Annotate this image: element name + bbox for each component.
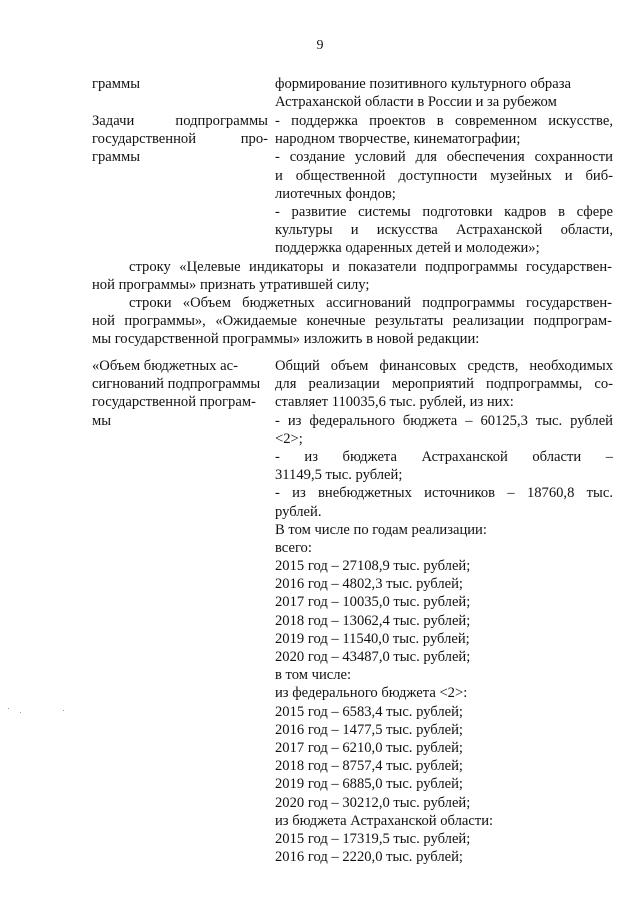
content-line: Астраханской области в России и за рубежом xyxy=(275,94,557,111)
paragraph-line: ной программы» признать утратившей силу; xyxy=(92,277,370,294)
content-line: - из федерального бюджета – 60125,3 тыс. рублей xyxy=(275,412,613,429)
content-line: всего: xyxy=(275,539,312,556)
content-line: 2020 год – 30212,0 тыс. рублей; xyxy=(275,794,471,811)
goal-row-content xyxy=(275,75,613,111)
label-line: государственной програм- xyxy=(92,394,256,411)
content-line: культуры и искусства Астраханской области, xyxy=(275,222,613,239)
content-line: 2015 год – 27108,9 тыс. рублей; xyxy=(275,558,471,575)
content-line: лиотечных фондов; xyxy=(275,185,396,202)
content-line: В том числе по годам реализации: xyxy=(275,521,487,538)
label-line: граммы xyxy=(92,149,141,166)
content-line: - из внебюджетных источников – 18760,8 тыс. xyxy=(275,485,613,502)
paragraph-indicators xyxy=(92,258,612,294)
paragraph-line: строку «Целевые индикаторы и показатели подпрограммы государствен- xyxy=(129,259,612,275)
content-line: для реализации мероприятий подпрограммы, со- xyxy=(275,376,613,393)
page-number: 9 xyxy=(316,38,324,53)
content-line: 2016 год – 4802,3 тыс. рублей; xyxy=(275,576,463,593)
scan-speck xyxy=(63,710,64,711)
content-line: - создание условий для обеспечения сохранности xyxy=(275,149,613,166)
content-line: народном творчестве, кинематографии; xyxy=(275,131,521,148)
paragraph-budget-change xyxy=(92,294,612,349)
content-line: 2016 год – 2220,0 тыс. рублей; xyxy=(275,849,463,866)
content-line: 2015 год – 6583,4 тыс. рублей; xyxy=(275,703,463,720)
content-line: Общий объем финансовых средств, необходимых xyxy=(275,358,613,374)
label-line: сигнований подпрограммы xyxy=(92,376,261,393)
content-line: - развитие системы подготовки кадров в сфере xyxy=(275,203,613,220)
label-line: мы xyxy=(92,412,112,429)
content-line: 2016 год – 1477,5 тыс. рублей; xyxy=(275,721,463,738)
tasks-row-content xyxy=(275,112,613,258)
content-line: 2018 год – 13062,4 тыс. рублей; xyxy=(275,612,471,629)
content-line: рублей. xyxy=(275,503,322,520)
content-line: 2015 год – 17319,5 тыс. рублей; xyxy=(275,830,471,847)
label-line: Задачи подпрограммы xyxy=(92,113,268,129)
label-line: граммы xyxy=(92,76,141,92)
content-line: из федерального бюджета <2>: xyxy=(275,685,468,702)
content-line: поддержка одаренных детей и молодежи»; xyxy=(275,240,540,257)
content-line: 2020 год – 43487,0 тыс. рублей; xyxy=(275,649,471,665)
scan-speck xyxy=(20,712,21,713)
paragraph-line: строки «Объем бюджетных ассигнований подпрограммы государствен- xyxy=(129,295,612,311)
content-line: - из бюджета Астраханской области – xyxy=(275,448,613,465)
scan-speck xyxy=(8,708,9,709)
content-line: 2017 год – 10035,0 тыс. рублей; xyxy=(275,594,471,611)
content-line: 2017 год – 6210,0 тыс. рублей; xyxy=(275,739,463,756)
content-line: и общественной доступности музейных и биб- xyxy=(275,167,613,184)
content-line: 2019 год – 11540,0 тыс. рублей; xyxy=(275,630,470,647)
budget-row-label xyxy=(92,357,268,430)
content-line: в том числе: xyxy=(275,667,352,684)
content-line: ставляет 110035,6 тыс. рублей, из них: xyxy=(275,394,514,411)
content-line: <2>; xyxy=(275,430,303,447)
content-line: 31149,5 тыс. рублей; xyxy=(275,467,403,484)
content-line: из бюджета Астраханской области: xyxy=(275,812,494,829)
label-line: государственной про- xyxy=(92,131,268,148)
paragraph-line: мы государственной программы» изложить в новой редакции: xyxy=(92,331,480,348)
content-line: 2018 год – 8757,4 тыс. рублей; xyxy=(275,758,463,775)
tasks-row-label xyxy=(92,112,268,167)
budget-row-content xyxy=(275,357,613,866)
content-line: формирование позитивного культурного образа xyxy=(275,76,571,92)
paragraph-line: ной программы», «Ожидаемые конечные результаты реализации подпрограм- xyxy=(92,313,612,330)
content-line: 2019 год – 6885,0 тыс. рублей; xyxy=(275,776,463,793)
goal-row-label xyxy=(92,75,268,93)
label-line: «Объем бюджетных ас- xyxy=(92,358,238,374)
content-line: - поддержка проектов в современном искусстве, xyxy=(275,113,613,129)
